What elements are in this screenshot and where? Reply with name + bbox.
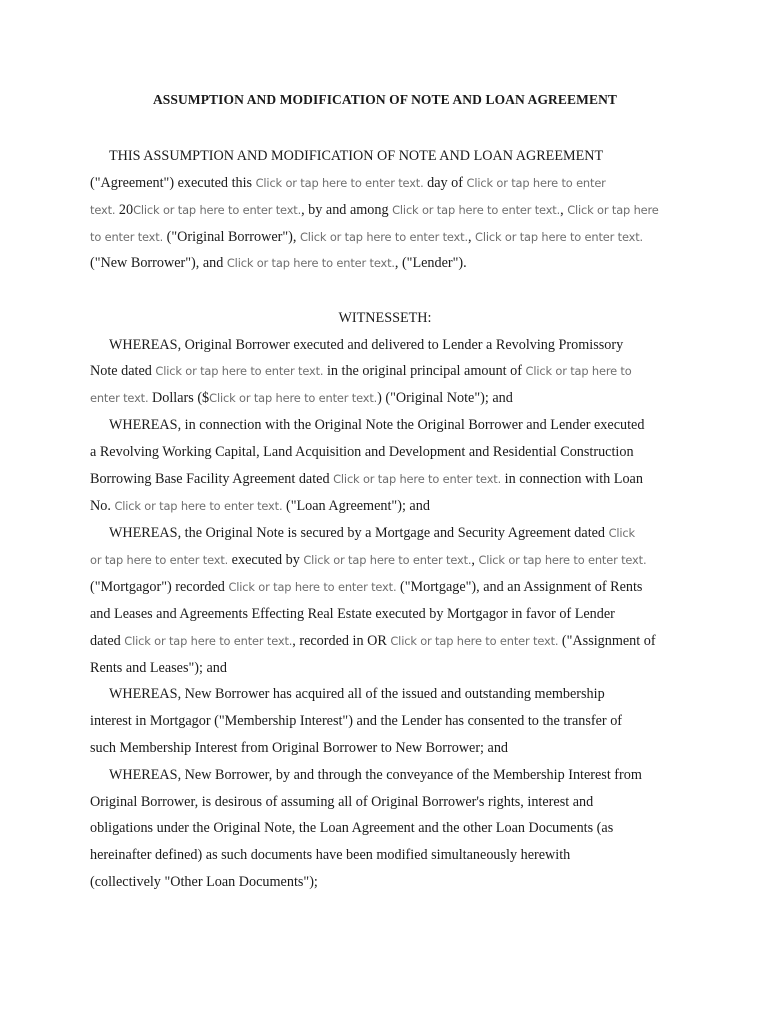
assignment-date-field[interactable]: Click or tap here to enter text. bbox=[124, 634, 293, 648]
mortgage-date-field[interactable]: Click bbox=[608, 526, 635, 540]
witnesseth-heading: WITNESSETH: bbox=[338, 310, 432, 326]
p2-line-1: WHEREAS, in connection with the Original Note the Original Borrower and Lender executed bbox=[109, 417, 645, 433]
lender-name-field[interactable]: Click or tap here to enter text. bbox=[226, 256, 395, 270]
original-borrower-name-field[interactable]: Click or tap here to enter text. bbox=[392, 203, 561, 217]
p3-line-1: WHEREAS, the Original Note is secured by a Mortgage and Security Agreement dated Click bbox=[109, 525, 635, 541]
p3-line-2: or tap here to enter text. executed by Click or tap here to enter text., Click or tap here to enter text. bbox=[90, 552, 647, 568]
p2-line-4: No. Click or tap here to enter text. ("Loan Agreement"); and bbox=[90, 498, 430, 514]
document-title: ASSUMPTION AND MODIFICATION OF NOTE AND LOAN AGREEMENT bbox=[152, 92, 618, 107]
p4-line-2: interest in Mortgagor ("Membership Interest") and the Lender has consented to the transfer of bbox=[90, 713, 623, 729]
p5-line-4: hereinafter defined) as such documents have been modified simultaneously herewith bbox=[90, 847, 571, 863]
new-borrower-entity-field[interactable]: Click or tap here to enter text. bbox=[475, 230, 644, 244]
original-borrower-entity-field[interactable]: Click or tap here bbox=[567, 203, 659, 217]
intro-line-4: to enter text. ("Original Borrower"), Click or tap here to enter text., Click or tap here to enter text. bbox=[90, 229, 644, 245]
p4-line-3: such Membership Interest from Original Borrower to New Borrower; and bbox=[90, 740, 509, 756]
new-borrower-name-field[interactable]: Click or tap here to enter text. bbox=[299, 230, 468, 244]
day-field[interactable]: Click or tap here to enter text. bbox=[255, 176, 424, 190]
month-field[interactable]: Click or tap here to enter bbox=[466, 176, 606, 190]
p2-line-2: a Revolving Working Capital, Land Acquisition and Development and Residential Construction bbox=[90, 444, 634, 460]
year-field[interactable]: Click or tap here to enter text. bbox=[133, 203, 302, 217]
p5-line-1: WHEREAS, New Borrower, by and through the conveyance of the Membership Interest from bbox=[109, 767, 642, 783]
intro-line-3: text. 20Click or tap here to enter text., by and among Click or tap here to enter text., Click or tap here bbox=[90, 202, 659, 218]
or-book-field[interactable]: Click or tap here to enter text. bbox=[390, 634, 559, 648]
mortgagor-entity-field[interactable]: Click or tap here to enter text. bbox=[478, 553, 647, 567]
mortgage-recording-field[interactable]: Click or tap here to enter text. bbox=[228, 580, 397, 594]
mortgagor-name-field[interactable]: Click or tap here to enter text. bbox=[303, 553, 472, 567]
note-date-field[interactable]: Click or tap here to enter text. bbox=[155, 364, 324, 378]
intro-line-2: ("Agreement") executed this Click or tap here to enter text. day of Click or tap here to enter bbox=[90, 175, 606, 191]
loan-number-field[interactable]: Click or tap here to enter text. bbox=[114, 499, 283, 513]
p4-line-1: WHEREAS, New Borrower has acquired all of the issued and outstanding membership bbox=[109, 686, 605, 702]
principal-words-field[interactable]: Click or tap here to bbox=[525, 364, 632, 378]
p1-line-2: Note dated Click or tap here to enter text. in the original principal amount of Click or tap here to bbox=[90, 363, 632, 379]
p1-line-3: enter text. Dollars ($Click or tap here to enter text.) ("Original Note"); and bbox=[90, 390, 513, 406]
p3-line-3: ("Mortgagor") recorded Click or tap here to enter text. ("Mortgage"), and an Assignment of Rents bbox=[90, 579, 643, 595]
principal-amount-field[interactable]: Click or tap here to enter text. bbox=[209, 391, 378, 405]
loan-agreement-date-field[interactable]: Click or tap here to enter text. bbox=[333, 472, 502, 486]
intro-line-5: ("New Borrower"), and Click or tap here to enter text., ("Lender"). bbox=[90, 255, 467, 271]
p5-line-3: obligations under the Original Note, the Loan Agreement and the other Loan Documents (as bbox=[90, 820, 614, 836]
p3-line-4: and Leases and Agreements Effecting Real Estate executed by Mortgagor in favor of Lender bbox=[90, 606, 615, 622]
p1-line-1: WHEREAS, Original Borrower executed and delivered to Lender a Revolving Promissory bbox=[109, 337, 624, 353]
intro-line-1: THIS ASSUMPTION AND MODIFICATION OF NOTE AND LOAN AGREEMENT bbox=[109, 148, 604, 164]
p5-line-2: Original Borrower, is desirous of assuming all of Original Borrower's rights, interest and bbox=[90, 794, 594, 810]
p3-line-6: Rents and Leases"); and bbox=[90, 660, 227, 676]
p5-line-5: (collectively "Other Loan Documents"); bbox=[90, 874, 318, 890]
p3-line-5: dated Click or tap here to enter text., recorded in OR Click or tap here to enter text. ("Assignment of bbox=[90, 633, 656, 649]
p2-line-3: Borrowing Base Facility Agreement dated Click or tap here to enter text. in connection with Loan bbox=[90, 471, 643, 487]
